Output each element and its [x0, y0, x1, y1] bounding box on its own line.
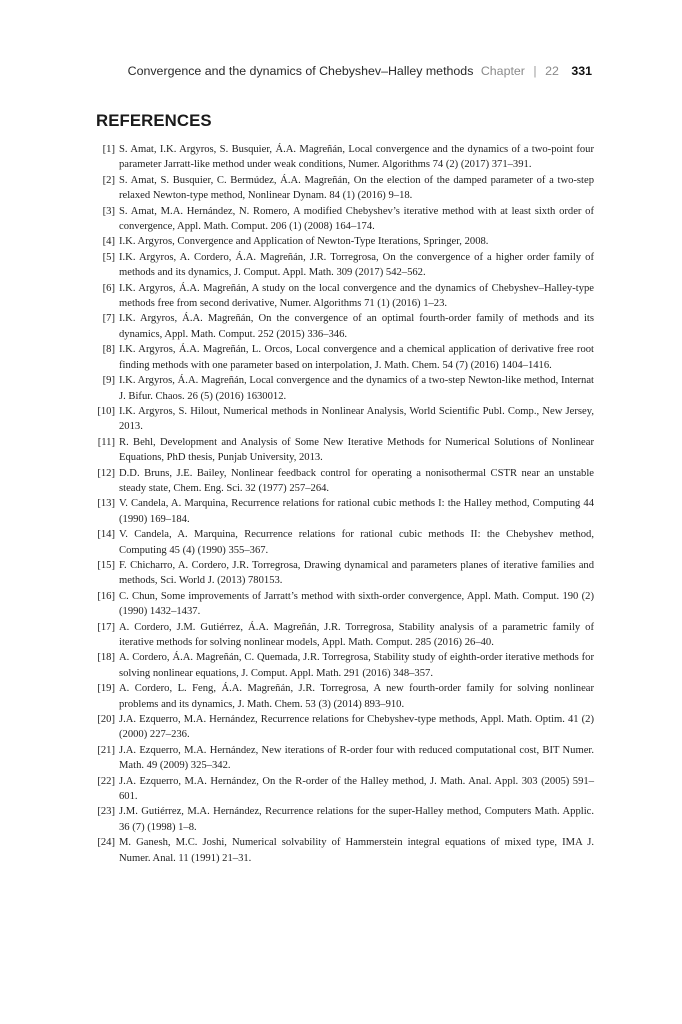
reference-number: [24]: [97, 837, 115, 849]
reference-number: [10]: [97, 405, 115, 417]
reference-number: [9]: [102, 375, 115, 387]
reference-item: [96, 558, 594, 589]
reference-text: A. Cordero, Á.A. Magreñán, C. Quemada, J.R. Torregrosa, Stability study of eighth-order iterative methods for solving nonlinear equations, J. Comput. Appl. Math. 291 (2016) 348–357.: [119, 652, 594, 679]
reference-text: D.D. Bruns, J.E. Bailey, Nonlinear feedback control for operating a nonisothermal CSTR near an unstable steady state, Chem. Eng. Sci. 32 (1977) 257–264.: [119, 467, 594, 494]
reference-number: [5]: [102, 251, 115, 263]
reference-number: [3]: [102, 205, 115, 217]
reference-item: [96, 311, 594, 342]
reference-number: [20]: [97, 714, 115, 726]
running-head-separator: |: [533, 64, 537, 78]
running-head-chapter-label: Chapter: [480, 64, 525, 78]
reference-item: [96, 281, 594, 312]
reference-text: C. Chun, Some improvements of Jarratt’s method with sixth-order convergence, Appl. Math. Comput. 190 (2) (1990) 1432–1437.: [119, 590, 594, 618]
reference-text: J.A. Ezquerro, M.A. Hernández, Recurrence relations for Chebyshev-type methods, Appl. Math. Optim. 41 (2) (2000) 227–236.: [119, 714, 594, 741]
reference-item: [96, 173, 594, 204]
reference-number: [13]: [97, 498, 115, 510]
reference-number: [11]: [97, 436, 115, 448]
reference-item: [96, 620, 594, 651]
reference-item: [96, 835, 594, 866]
running-head: [96, 64, 592, 78]
running-head-chapter-number: 22: [545, 64, 559, 78]
reference-number: [19]: [97, 683, 115, 695]
reference-text: I.K. Argyros, A. Cordero, Á.A. Magreñán, J.R. Torregrosa, On the convergence of a higher order family of methods and its dynamics, J. Comput. Appl. Math. 309 (2017) 542–562.: [119, 251, 594, 279]
reference-text: R. Behl, Development and Analysis of Some New Iterative Methods for Numerical Solutions of Nonlinear Equations, PhD thesis, Punjab University, 2013.: [119, 436, 594, 464]
reference-item: [96, 527, 594, 558]
reference-text: I.K. Argyros, Á.A. Magreñán, On the convergence of an optimal fourth-order family of methods and its dynamics, Appl. Math. Comput. 252 (2015) 336–346.: [119, 313, 594, 340]
reference-item: [96, 496, 594, 527]
reference-text: F. Chicharro, A. Cordero, J.R. Torregrosa, Drawing dynamical and parameters planes of iterative families and methods, Sci. World J. (2013) 780153.: [119, 559, 594, 587]
reference-number: [15]: [97, 559, 115, 571]
reference-number: [4]: [102, 236, 115, 248]
reference-number: [23]: [97, 806, 115, 818]
reference-number: [1]: [102, 144, 115, 155]
reference-text: I.K. Argyros, Á.A. Magreñán, L. Orcos, Local convergence and a chemical application of derivative free root finding methods with one parameter based on interpolation, J. Math. Chem. 54 (7) (2016) 1404–1416.: [119, 344, 594, 371]
reference-item: [96, 142, 594, 173]
reference-text: I.K. Argyros, Convergence and Application of Newton-Type Iterations, Springer, 2008.: [119, 236, 489, 248]
reference-item: [96, 650, 594, 681]
reference-item: [96, 204, 594, 235]
reference-text: A. Cordero, L. Feng, Á.A. Magreñán, J.R. Torregrosa, A new fourth-order family for solving nonlinear problems and its dynamics, J. Math. Chem. 53 (3) (2014) 893–910.: [119, 683, 594, 710]
reference-text: V. Candela, A. Marquina, Recurrence relations for rational cubic methods II: the Chebyshev method, Computing 45 (4) (1990) 355–367.: [119, 529, 594, 556]
reference-item: [96, 234, 594, 249]
reference-item: [96, 743, 594, 774]
reference-number: [2]: [102, 174, 115, 186]
reference-number: [18]: [97, 652, 115, 664]
reference-text: S. Amat, M.A. Hernández, N. Romero, A modified Chebyshev’s iterative method with at least sixth order of convergence, Appl. Math. Comput. 206 (1) (2008) 164–174.: [119, 205, 594, 233]
reference-text: J.M. Gutiérrez, M.A. Hernández, Recurrence relations for the super-Halley method, Computers Math. Applic. 36 (7) (1998) 1–8.: [119, 806, 594, 833]
reference-number: [7]: [102, 313, 115, 325]
reference-text: J.A. Ezquerro, M.A. Hernández, On the R-order of the Halley method, J. Math. Anal. Appl. 303 (2005) 591–601.: [119, 775, 594, 803]
reference-text: S. Amat, S. Busquier, C. Bermúdez, Á.A. Magreñán, On the election of the damped parameter of a two-step relaxed Newton-type method, Nonlinear Dynam. 84 (1) (2016) 9–18.: [119, 174, 594, 202]
reference-text: J.A. Ezquerro, M.A. Hernández, New iterations of R-order four with reduced computational cost, BIT Numer. Math. 49 (2009) 325–342.: [119, 744, 594, 772]
reference-item: [96, 589, 594, 620]
reference-number: [21]: [97, 744, 115, 756]
running-head-title: Convergence and the dynamics of Chebyshev–Halley methods: [127, 64, 474, 78]
reference-text: I.K. Argyros, Á.A. Magreñán, A study on the local convergence and the dynamics of Chebyshev–Halley-type methods free from second derivative, Numer. Algorithms 71 (1) (2016) 1–23.: [119, 282, 594, 310]
reference-number: [8]: [102, 344, 115, 356]
reference-text: M. Ganesh, M.C. Joshi, Numerical solvability of Hammerstein integral equations of mixed type, IMA J. Numer. Anal. 11 (1991) 21–31.: [119, 837, 594, 864]
reference-item: [96, 804, 594, 835]
reference-item: [96, 373, 594, 404]
reference-list: [96, 142, 594, 866]
reference-item: [96, 681, 594, 712]
reference-number: [12]: [97, 467, 115, 479]
reference-number: [22]: [97, 775, 115, 787]
reference-item: [96, 466, 594, 497]
reference-item: [96, 435, 594, 466]
reference-item: [96, 250, 594, 281]
reference-text: I.K. Argyros, Á.A. Magreñán, Local convergence and the dynamics of a two-step Newton-like method, Internat J. Bifur. Chaos. 26 (5) (2016) 1630012.: [119, 375, 594, 402]
reference-number: [17]: [97, 621, 115, 633]
section-title: REFERENCES: [96, 111, 212, 130]
page-number: 331: [571, 64, 592, 78]
reference-item: [96, 774, 594, 805]
reference-item: [96, 342, 594, 373]
reference-number: [6]: [102, 282, 115, 294]
reference-item: [96, 712, 594, 743]
reference-number: [16]: [97, 590, 115, 602]
reference-text: I.K. Argyros, S. Hilout, Numerical methods in Nonlinear Analysis, World Scientific Publ. Comp., New Jersey, 2013.: [119, 405, 594, 433]
reference-number: [14]: [97, 529, 115, 541]
reference-item: [96, 404, 594, 435]
reference-text: S. Amat, I.K. Argyros, S. Busquier, Á.A. Magreñán, Local convergence and the dynamics of a two-point four parameter Jarratt-like method under weak conditions, Numer. Algorithms 74 (2) (2017) 371–391.: [119, 144, 594, 171]
reference-text: A. Cordero, J.M. Gutiérrez, Á.A. Magreñán, J.R. Torregrosa, Stability analysis of a parametric family of iterative methods for solving nonlinear models, Appl. Math. Comput. 285 (2016) 26–40.: [119, 621, 594, 648]
reference-text: V. Candela, A. Marquina, Recurrence relations for rational cubic methods I: the Halley method, Computing 44 (1990) 169–184.: [119, 498, 594, 525]
